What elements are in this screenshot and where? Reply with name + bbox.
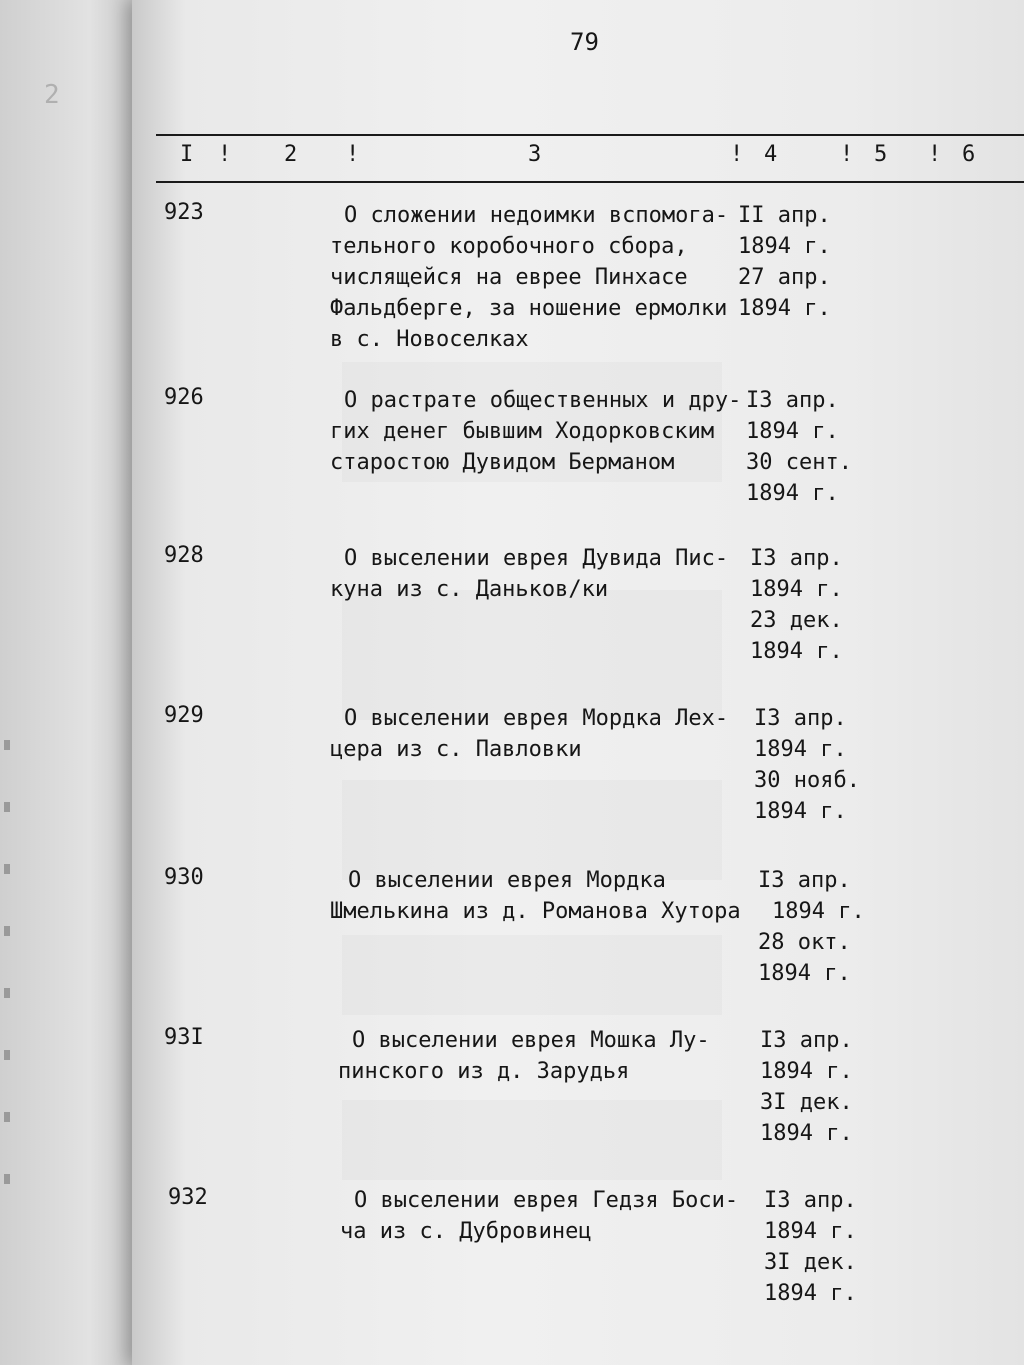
column-header-sep: !	[840, 142, 854, 167]
header-rule-bottom	[156, 181, 1024, 183]
entry-dates	[754, 703, 884, 827]
entry-number: 929	[164, 703, 204, 728]
show-through-shadow	[342, 935, 722, 1015]
entry-dates	[750, 543, 880, 667]
description-line: О сложении недоимки вспомога-	[344, 203, 729, 228]
entry-description	[330, 200, 734, 355]
column-header-sep: !	[928, 142, 942, 167]
date-line: I3 апр.	[764, 1188, 857, 1213]
date-line: I3 апр.	[758, 868, 851, 893]
entry-number: 923	[164, 200, 204, 225]
entry-description	[330, 703, 734, 765]
entry-number: 928	[164, 543, 204, 568]
entry-description	[340, 1185, 744, 1247]
date-line: 1894 г.	[746, 481, 839, 506]
date-line: 1894 г.	[760, 1059, 853, 1084]
description-line: гих денег бывшим Ходорковским	[330, 419, 715, 444]
description-line: О выселении еврея Мошка Лу-	[352, 1028, 710, 1053]
description-line: О растрате общественных и дру-	[344, 388, 742, 413]
entry-dates	[758, 865, 888, 989]
archive-page	[132, 0, 1024, 1365]
date-line: I3 апр.	[750, 546, 843, 571]
date-line: I3 апр.	[760, 1028, 853, 1053]
date-line: 1894 г.	[746, 419, 839, 444]
date-line: 23 дек.	[750, 608, 843, 633]
column-header-2: 2	[284, 142, 298, 167]
date-line: 1894 г.	[750, 639, 843, 664]
entry-dates	[760, 1025, 890, 1149]
description-line: О выселении еврея Мордка	[348, 868, 666, 893]
description-line: О выселении еврея Мордка Лех-	[344, 706, 729, 731]
column-header-6: 6	[962, 142, 976, 167]
date-line: 28 окт.	[758, 930, 851, 955]
date-line: II апр.	[738, 203, 831, 228]
show-through-shadow	[342, 1100, 722, 1180]
date-line: 1894 г.	[760, 1121, 853, 1146]
entry-number: 926	[164, 385, 204, 410]
entry-description	[330, 865, 784, 927]
entry-description	[330, 543, 734, 605]
date-line: 27 апр.	[738, 265, 831, 290]
entry-number: 93I	[164, 1025, 204, 1050]
description-line: в с. Новоселках	[330, 327, 529, 352]
description-line: пинского из д. Зарудья	[338, 1059, 630, 1084]
description-line: куна из с. Даньков/ки	[330, 577, 609, 602]
date-line: I3 апр.	[746, 388, 839, 413]
description-line: старостою Дувидом Берманом	[330, 450, 675, 475]
entry-description	[330, 385, 742, 478]
header-rule-top	[156, 134, 1024, 136]
date-line: I3 апр.	[754, 706, 847, 731]
date-line: 1894 г.	[738, 296, 831, 321]
date-line: 1894 г.	[754, 799, 847, 824]
page-number: 79	[570, 28, 599, 56]
date-line: 1894 г.	[758, 961, 851, 986]
description-line: тельного коробочного сбора,	[330, 234, 688, 259]
facing-page-mark: 2	[44, 80, 60, 110]
date-line: 3I дек.	[764, 1250, 857, 1275]
entry-dates	[746, 385, 876, 509]
show-through-shadow	[342, 590, 722, 720]
column-header-3: 3	[528, 142, 542, 167]
column-header-sep: !	[730, 142, 744, 167]
description-line: О выселении еврея Дувида Пис-	[344, 546, 729, 571]
facing-page	[0, 0, 150, 1365]
entry-number: 930	[164, 865, 204, 890]
column-header-5: 5	[874, 142, 888, 167]
entry-dates	[764, 1185, 894, 1309]
column-header-1: I	[180, 142, 194, 167]
description-line: числящейся на еврее Пинхасе	[330, 265, 688, 290]
date-line: 1894 г.	[750, 577, 843, 602]
entry-number: 932	[168, 1185, 208, 1210]
entry-dates	[738, 200, 868, 324]
facing-page-edge-marks	[4, 740, 22, 1236]
description-line: Фальдберге, за ношение ермолки	[330, 296, 728, 321]
description-line: ча из с. Дубровинец	[340, 1219, 592, 1244]
date-line: 1894 г.	[754, 737, 847, 762]
column-header-sep: !	[218, 142, 232, 167]
entry-description	[338, 1025, 742, 1087]
date-line: 1894 г.	[764, 1281, 857, 1306]
date-line: 1894 г.	[772, 899, 865, 924]
date-line: 30 нояб.	[754, 768, 860, 793]
description-line: цера из с. Павловки	[330, 737, 582, 762]
date-line: 30 сент.	[746, 450, 852, 475]
date-line: 1894 г.	[738, 234, 831, 259]
date-line: 1894 г.	[764, 1219, 857, 1244]
column-header-sep: !	[346, 142, 360, 167]
description-line: О выселении еврея Гедзя Боси-	[354, 1188, 739, 1213]
column-header-4: 4	[764, 142, 778, 167]
date-line: 3I дек.	[760, 1090, 853, 1115]
description-line: Шмелькина из д. Романова Хутора	[330, 899, 741, 924]
